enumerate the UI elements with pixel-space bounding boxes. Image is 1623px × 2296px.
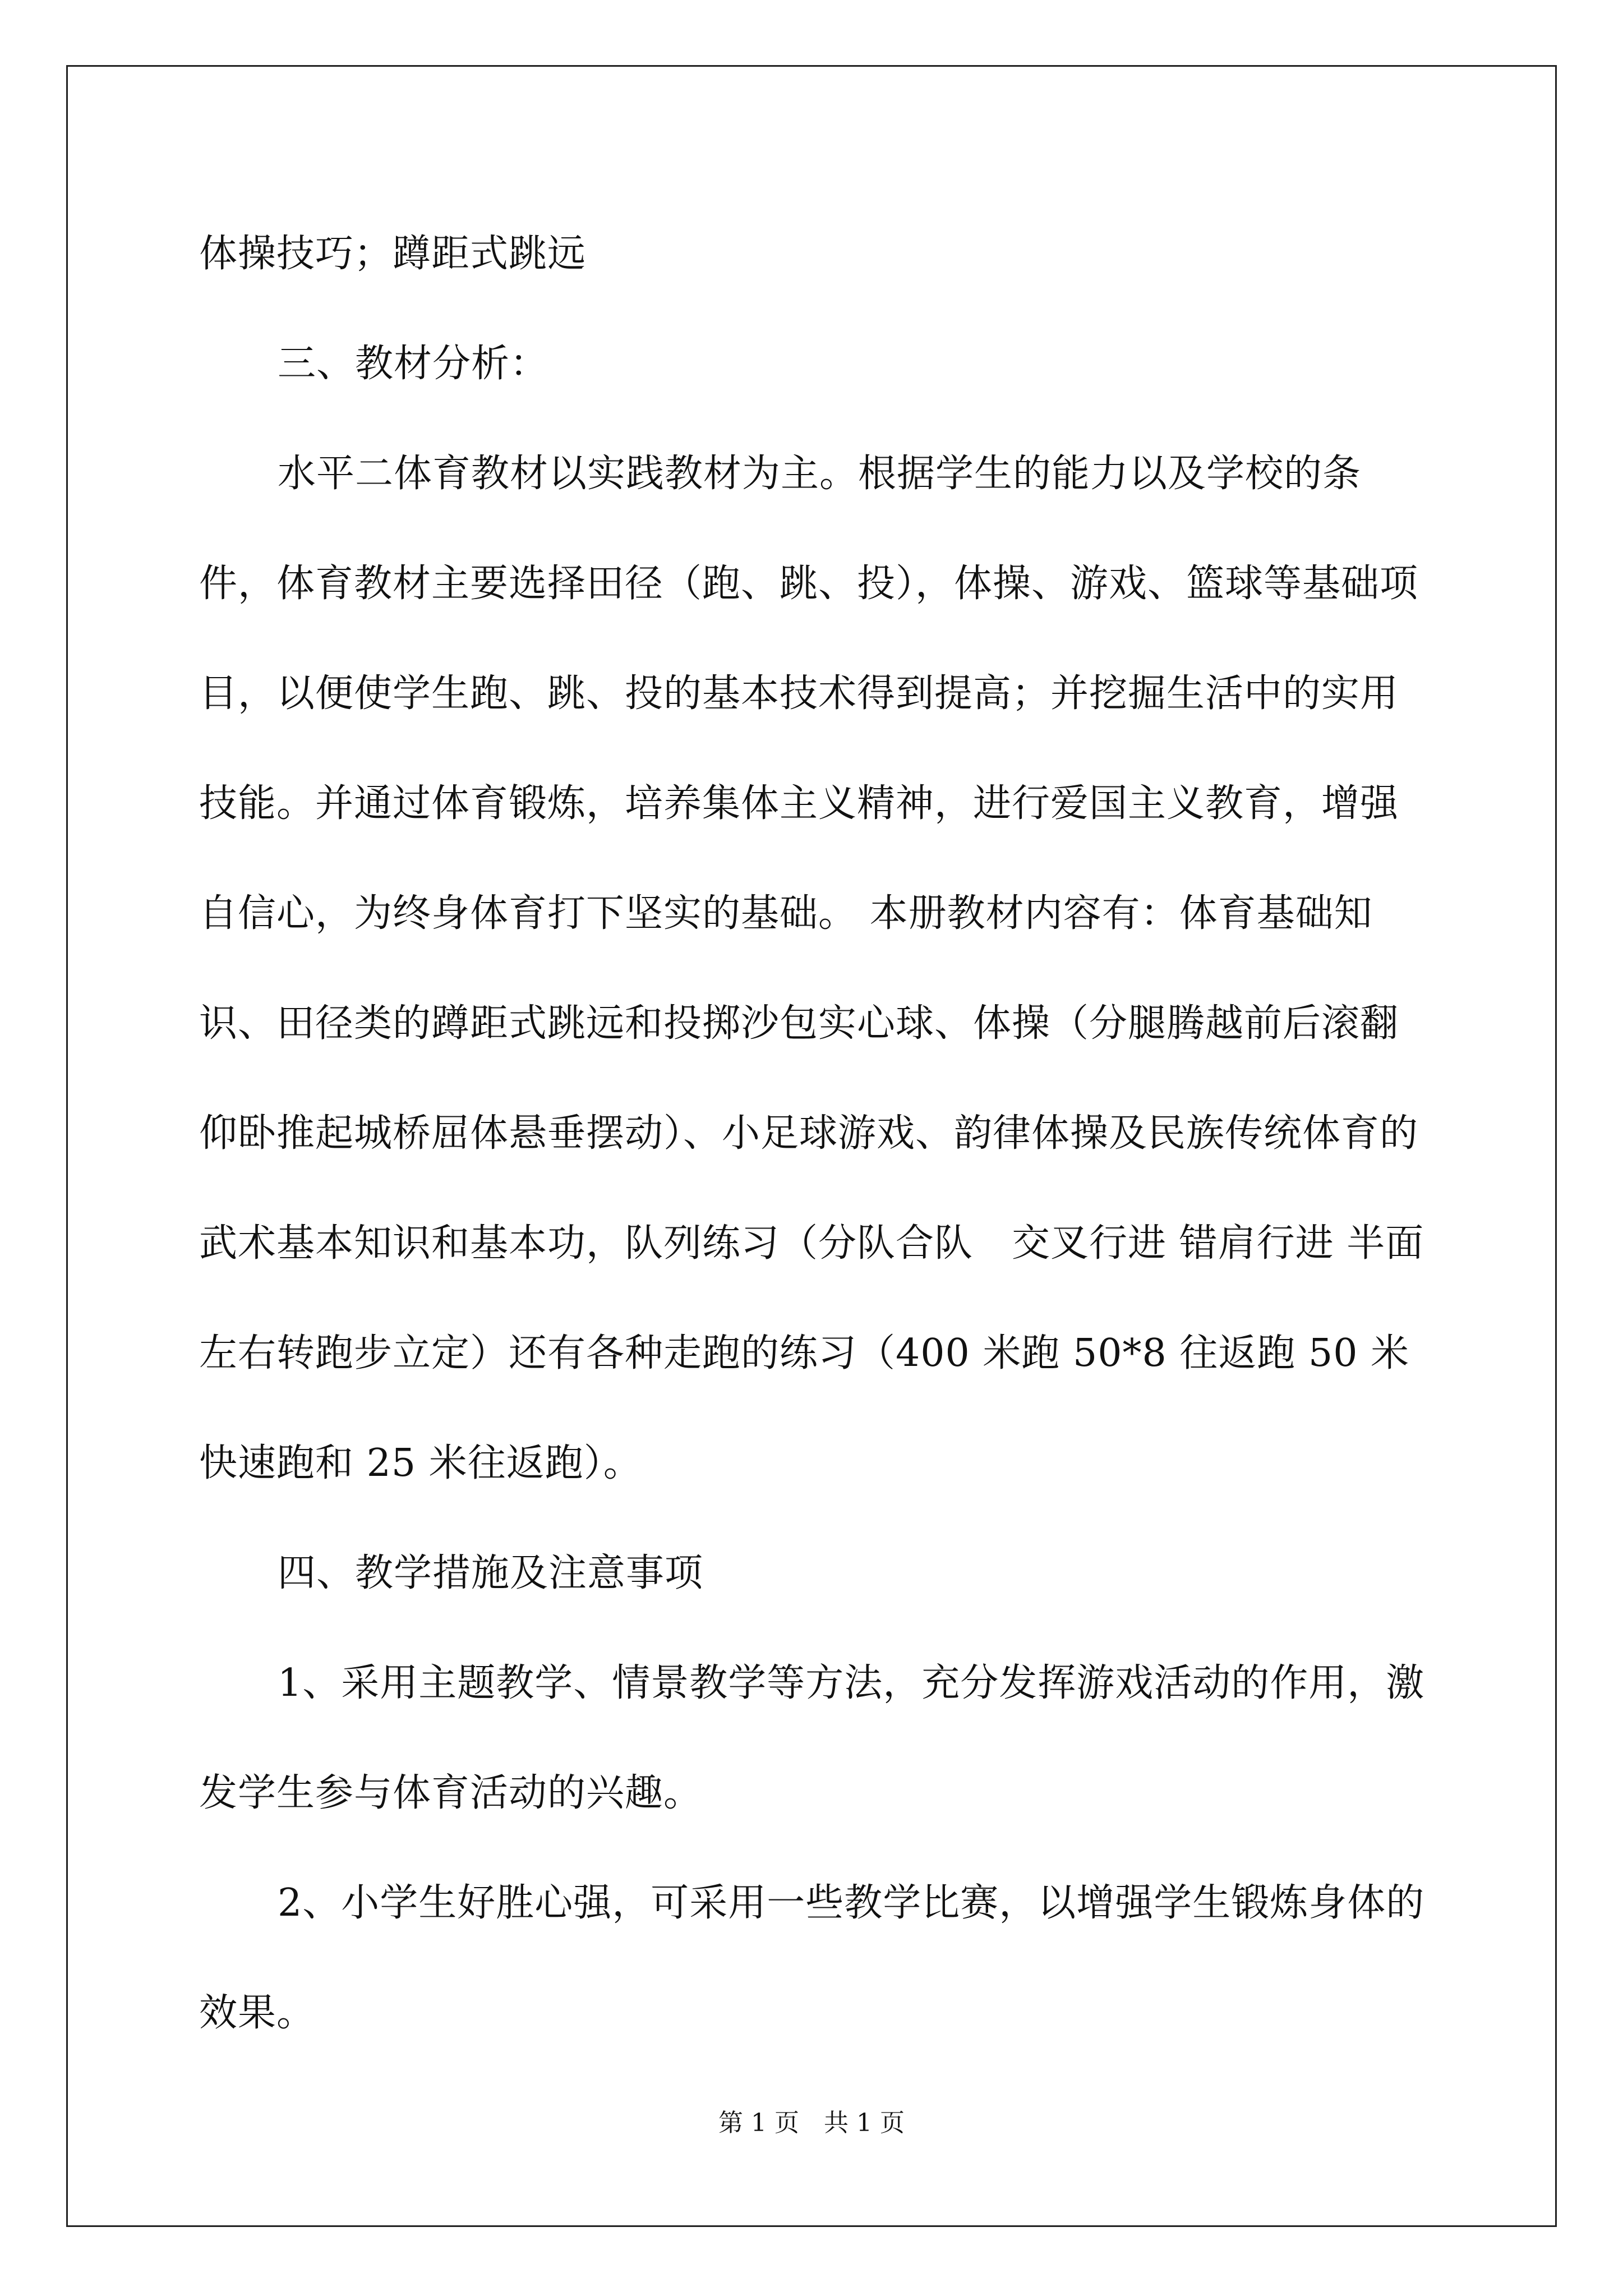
paragraph-measure-2: 2、小学生好胜心强，可采用一些教学比赛，以增强学生锻炼身体的效果。 <box>199 1881 1425 2035</box>
section-heading-material-analysis: 三、教材分析： <box>278 342 549 386</box>
page-number-footer: 第 1 页 共 1 页 <box>718 2109 905 2137</box>
paragraph-measure-1: 1、采用主题教学、情景教学等方法，充分发挥游戏活动的作用，激发学生参与体育活动的兴趣。 <box>199 1661 1425 1815</box>
paragraph-activity-list: 体操技巧；蹲距式跳远 <box>199 232 587 276</box>
paragraph-material-analysis: 水平二体育教材以实践教材为主。根据学生的能力以及学校的条件，体育教材主要选择田径（跑、跳、投），体操、游戏、篮球等基础项目，以便使学生跑、跳、投的基本技术得到提高；并挖掘生活中的实用技能。并通过体育锻炼，培养集体主义精神，进行爱国主义教育，增强自信心，为终身体育打下坚实的基础。 本册教材内容有：体育基础知识、田径类的蹲距式跳远和投掷沙包实心球、体操（分腿腾越前后滚翻仰卧推起城桥屈体悬垂摆动）、小足球游戏、韵律体操及民族传统体育的武术基本知识和基本功，队列练习（分队合队 交叉行进 错肩行进 半面左右转跑步立定）还有各种走跑的练习（400 米跑 50*8 往返跑 50 米快速跑和 25 米往返跑）。 <box>199 452 1424 1485</box>
section-heading-teaching-measures: 四、教学措施及注意事项 <box>278 1551 704 1595</box>
document-body <box>199 199 1433 2068</box>
